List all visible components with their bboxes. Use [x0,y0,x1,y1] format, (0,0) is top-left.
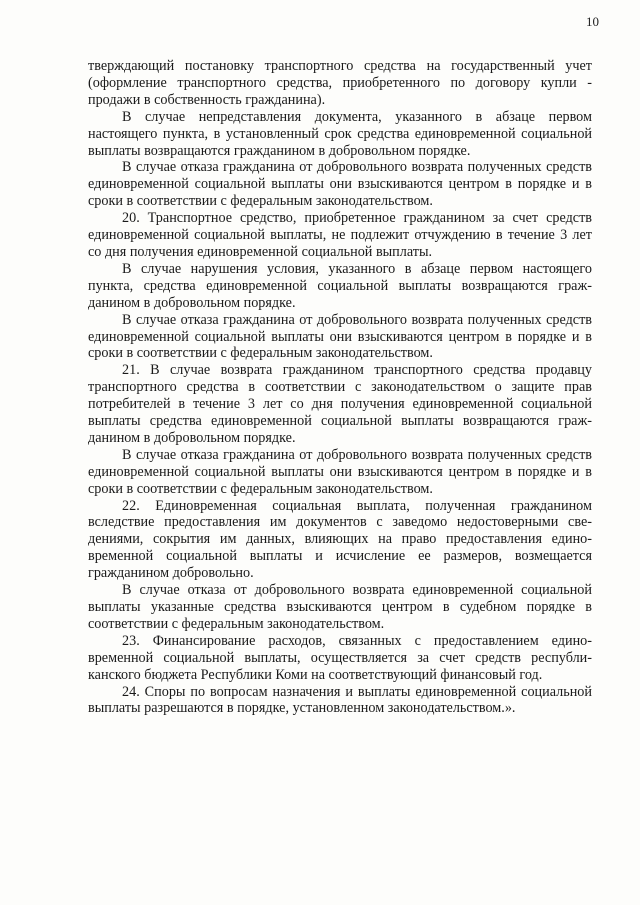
page-number: 10 [586,14,599,29]
paragraph: В случае непредставления документа, указанного в абзаце первом настоящего пункта, в установленный срок средства единовременной социальной выплаты возвращаются гражданином в добровольном порядке. [88,108,592,159]
document-body [88,58,592,717]
paragraph: тверждающий постановку транспортного средства на государственный учет (оформление транспортного средства, приобретенного по договору купли - продажи в собственность гражданина). [88,58,592,108]
paragraph: В случае отказа гражданина от добровольного возврата полученных средств единовременной социальной выплаты они взыскиваются центром в порядке и в сроки в соответствии с федеральным законодательством. [88,311,592,362]
paragraph: 22. Единовременная социальная выплата, полученная гражданином вследствие предоставления им документов с заведомо недостоверными сведениями, сокрытия им данных, влияющих на право предоставления единовременной социальной выплаты и исчисление ее размеров, возмещается гражданином добровольно. [88,497,592,582]
paragraph: В случае отказа от добровольного возврата единовременной социальной выплаты указанные средства взыскиваются центром в судебном порядке в соответствии с федеральным законодательством. [88,582,592,632]
paragraph: 21. В случае возврата гражданином транспортного средства продавцу транспортного средства в соответствии с законодательством о защите прав потребителей в течение 3 лет со дня получения единовременной социальной выплаты средства единовременной социальной выплаты возвращаются гражданином в добровольном порядке. [88,362,592,446]
paragraph: В случае отказа гражданина от добровольного возврата полученных средств единовременной социальной выплаты они взыскиваются центром в порядке и в сроки в соответствии с федеральным законодательством. [88,446,592,497]
paragraph: В случае отказа гражданина от добровольного возврата полученных средств единовременной социальной выплаты они взыскиваются центром в порядке и в сроки в соответствии с федеральным законодательством. [88,159,592,210]
paragraph: 24. Споры по вопросам назначения и выплаты единовременной социальной выплаты разрешаются в порядке, установленном законодательством.». [88,683,592,717]
paragraph: В случае нарушения условия, указанного в абзаце первом настоящего пункта, средства единовременной социальной выплаты возвращаются гражданином в добровольном порядке. [88,260,592,311]
paragraph: 20. Транспортное средство, приобретенное гражданином за счет средств единовременной социальной выплаты, не подлежит отчуждению в течение 3 лет со дня получения единовременной социальной выплаты. [88,210,592,260]
paragraph: 23. Финансирование расходов, связанных с предоставлением единовременной социальной выплаты, осуществляется за счет средств республиканского бюджета Республики Коми на соответствующий финансовый год. [88,632,592,683]
